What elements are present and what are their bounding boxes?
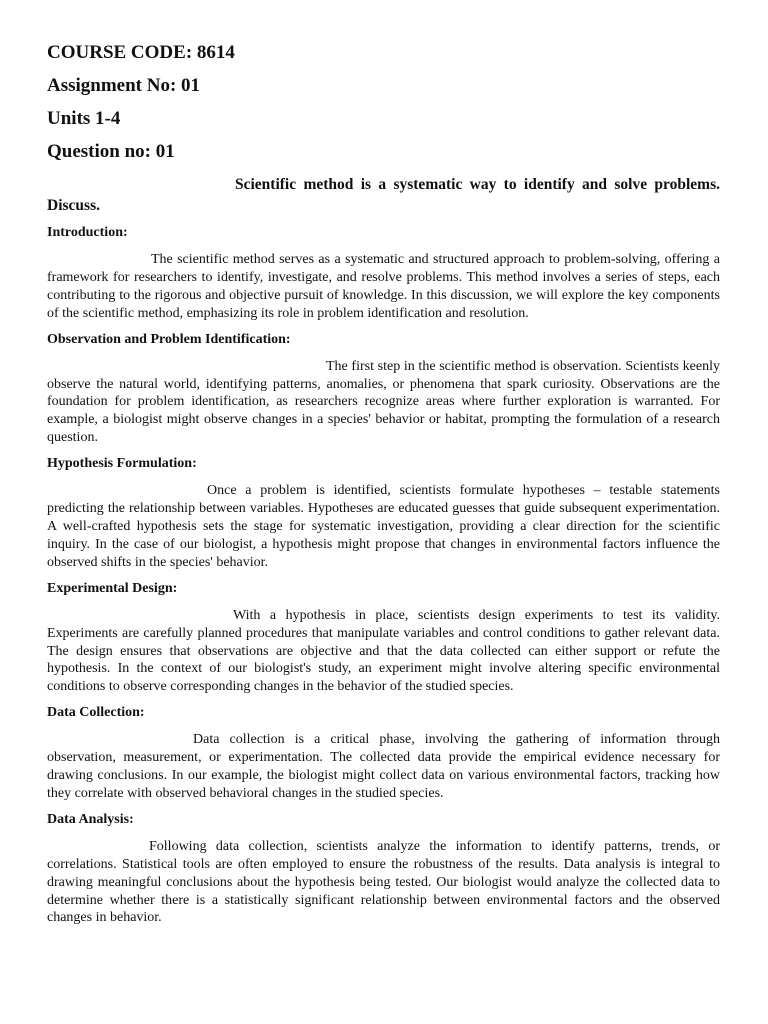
course-code-heading: COURSE CODE: 8614 [47,42,235,63]
section-title-introduction: Introduction: [47,225,128,240]
section-paragraph-data-collection: Data collection is a critical phase, involving the gathering of information through observation, measurement, or experimentation. The collected data provide the empirical evidence necessary for drawing conclusions. In our example, the biologist might collect data on various environmental factors, tracking how they correlate with observed behavioral changes in the studied species. [47,732,720,801]
section-title-data-collection: Data Collection: [47,705,145,721]
section-title-observation: Observation and Problem Identification: [47,331,291,347]
question-text: Scientific method is a systematic way to identify and solve problems. Discuss. [47,176,720,214]
assignment-heading: Assignment No: 01 [47,75,201,96]
section-paragraph-hypothesis: Once a problem is identified, scientists formulate hypotheses – testable statements predicting the relationship between variables. Hypotheses are educated guesses that guide subsequent experimentation. A well-crafted hypothesis sets the stage for systematic investigation, providing a clear direction for the scientific inquiry. In the case of our biologist, a hypothesis might propose that changes in environmental factors influence the observed shifts in the species' behavior. [47,483,720,570]
question-number-heading: Question no: 01 [47,141,175,162]
section-paragraph-introduction: The scientific method serves as a systematic and structured approach to problem-solving, offering a framework for researchers to identify, investigate, and resolve problems. This method involves a series of steps, each contributing to the rigorous and objective pursuit of knowledge. In this discussion, we will explore the key components of the scientific method, emphasizing its role in problem identification and resolution. [47,252,720,321]
section-paragraph-experimental-design: With a hypothesis in place, scientists design experiments to test its validity. Experiments are carefully planned procedures that manipulate variables and control conditions to gather relevant data. The design ensures that observations are objective and that the data collected can either support or refute the hypothesis. In the context of our biologist's study, an experiment might involve altering specific environmental conditions to observe corresponding changes in the behavior of the studied species. [47,607,720,695]
section-paragraph-data-analysis: Following data collection, scientists analyze the information to identify patterns, trends, or correlations. Statistical tools are often employed to ensure the robustness of the results. Data analysis is integral to drawing meaningful conclusions about the hypothesis being tested. Our biologist would analyze the collected data to determine whether there is a statistically significant relationship between environmental factors and the observed changes in behavior. [47,838,720,926]
section-title-hypothesis: Hypothesis Formulation: [47,456,197,472]
section-title-data-analysis: Data Analysis: [47,811,134,827]
section-title-experimental-design: Experimental Design: [47,580,178,596]
document-page [47,42,720,935]
units-heading: Units 1-4 [47,108,121,129]
section-paragraph-observation: The first step in the scientific method is observation. Scientists keenly observe the natural world, identifying patterns, anomalies, or phenomena that spark curiosity. Observations are the foundation for problem identification, as researchers recognize areas where further exploration is warranted. For example, a biologist might observe changes in a species' behavior or habitat, prompting the formulation of a research question. [47,358,720,446]
